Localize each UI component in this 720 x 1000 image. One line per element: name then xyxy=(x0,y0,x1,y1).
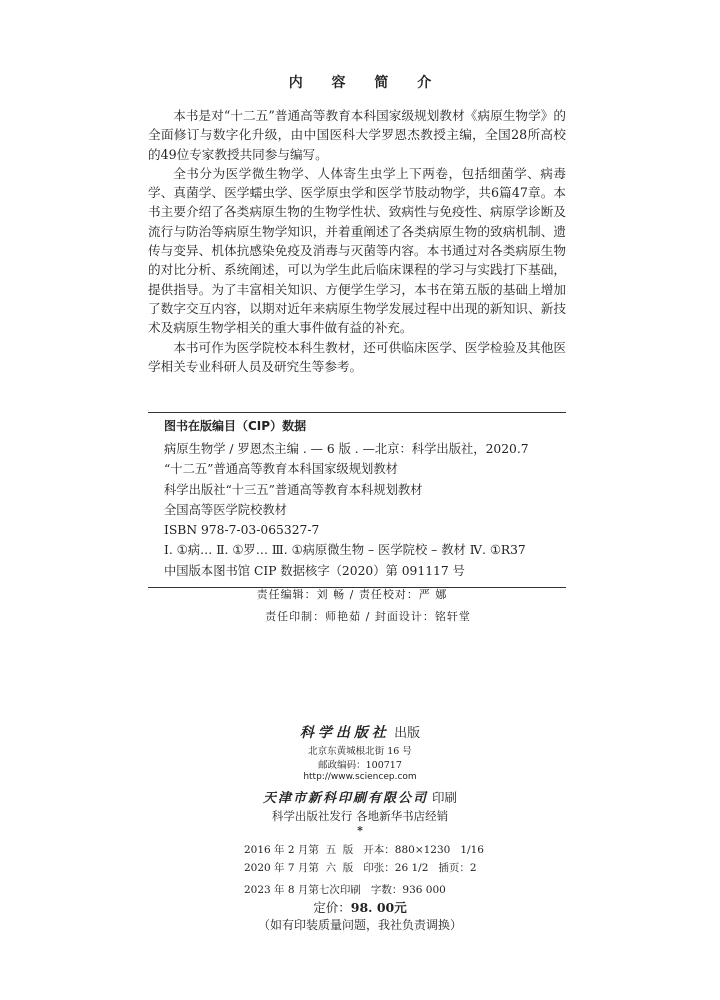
quality-notice: （如有印装质量问题，我社负责调换） xyxy=(257,918,462,932)
price-label: 定价： xyxy=(313,900,351,915)
cip-line-subjects: Ⅰ. ①病… Ⅱ. ①罗… Ⅲ. ①病原微生物 – 医学院校 – 教材 Ⅳ. ①R37 xyxy=(164,543,526,558)
distribution-line: 科学出版社发行 各地新华书店经销 xyxy=(271,809,449,823)
price-value: 98. 00元 xyxy=(350,900,407,915)
intro-paragraph-3: 本书可作为医学院校本科生教材，还可供临床医学、医学检验及其他医学相关专业科研人员及研究生等参考。 xyxy=(148,339,566,374)
intro-paragraph-1: 本书是对“十二五”普通高等教育本科国家级规划教材《病原生物学》的全面修订与数字化升级，由中国医科大学罗恩杰教授主编，全国28所高校的49位专家教授共同参与编写。 xyxy=(148,108,566,162)
publisher-url: http://www.sciencep.com xyxy=(303,772,417,782)
cip-line-isbn: ISBN 978-7-03-065327-7 xyxy=(164,523,320,538)
editors-line-2: 责任印制：师艳茹 / 封面设计：铭轩堂 xyxy=(265,610,471,623)
cip-data-block xyxy=(148,412,566,588)
publisher-suffix: 出版 xyxy=(394,726,421,741)
cip-heading: 图书在版编目（CIP）数据 xyxy=(164,419,307,433)
printer-line xyxy=(0,787,720,806)
publisher-name: 科学出版社 xyxy=(299,725,390,741)
edition-line-2: 2020 年 7 月第 六 版 印张：26 1/2 插页：2 xyxy=(244,862,477,874)
cip-line-title: 病原生物学 / 罗恩杰主编 . — 6 版 . —北京：科学出版社，2020.7 xyxy=(164,442,529,456)
page-title: 内 容 简 介 xyxy=(288,75,444,91)
cip-line-cip-number: 中国版本图书馆 CIP 数据核字（2020）第 091117 号 xyxy=(164,563,465,578)
intro-paragraph-2: 全书分为医学微生物学、人体寄生虫学上下两卷，包括细菌学、病毒学、真菌学、医学蠕虫学、医学原虫学和医学节肢动物学，共6篇47章。本书主要介绍了各类病原生物的生物学性状、致病性与免疫性、病原学诊断及流行与防治等病原生物学知识，并着重阐述了各类病原生物的致病机制、遗传与变异、机体抗感染免疫及消毒与灭菌等内容。本书通过对各类病原生物的对比分析、系统阐述，可以为学生此后临床课程的学习与实践打下基础，提供指导。为了丰富相关知识、方便学生学习，本书在第五版的基础上增加了数字交互内容，以期对近年来病原生物学发展过程中出现的新知识、新技术及病原生物学相关的重大事件做有益的补充。 xyxy=(148,165,566,336)
cip-line-series-2: 科学出版社“十三五”普通高等教育本科规划教材 xyxy=(164,482,423,497)
edition-line-3: 2023 年 8 月第七次印刷 字数：936 000 xyxy=(244,884,446,896)
publisher-address: 北京东黄城根北街 16 号 xyxy=(308,746,412,757)
publisher-line xyxy=(0,722,720,742)
editors-line-1: 责任编辑：刘 畅 / 责任校对：严 娜 xyxy=(256,588,448,601)
cip-line-series-3: 全国高等医学院校教材 xyxy=(164,502,287,517)
price-line xyxy=(0,898,720,916)
edition-line-1: 2016 年 2 月第 五 版 开本：880×1230 1/16 xyxy=(244,844,484,856)
intro-section xyxy=(148,106,566,376)
printer-name: 天津市新科印刷有限公司 xyxy=(262,791,428,806)
separator-star: * xyxy=(357,824,363,837)
publisher-postcode: 邮政编码：100717 xyxy=(318,760,402,771)
printer-suffix: 印刷 xyxy=(431,790,457,805)
cip-line-series-1: “十二五”普通高等教育本科国家级规划教材 xyxy=(164,462,398,477)
